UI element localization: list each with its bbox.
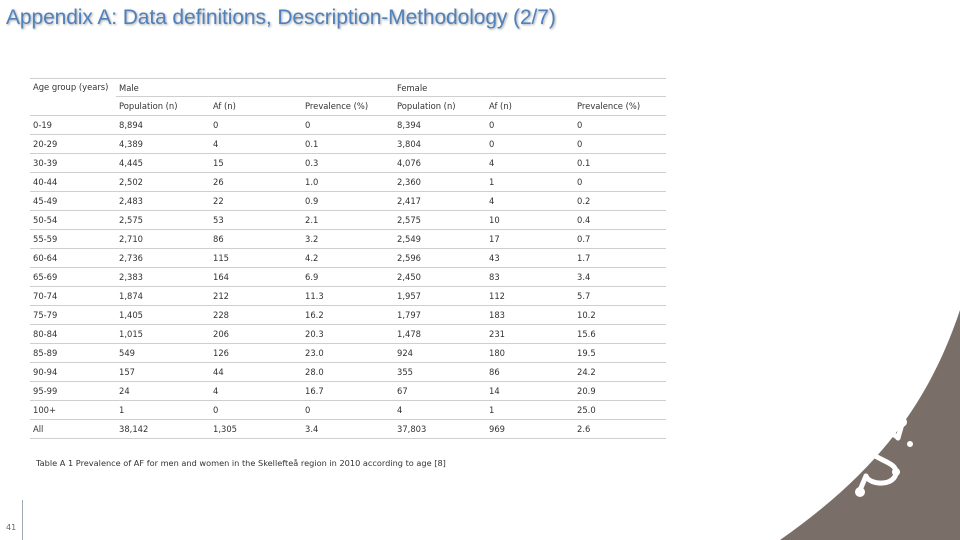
subheader-cell: Population (n) bbox=[116, 97, 210, 116]
slide-title: Appendix A: Data definitions, Description-Methodology (2/7) bbox=[6, 6, 556, 29]
male-header: Male bbox=[116, 79, 394, 97]
table-row bbox=[30, 420, 666, 439]
brand-corner-shape bbox=[720, 310, 960, 540]
value-cell: 549 bbox=[116, 344, 210, 363]
age-group-cell: 45-49 bbox=[30, 192, 116, 211]
subheader-cell: Af (n) bbox=[210, 97, 302, 116]
page-divider bbox=[22, 500, 23, 540]
table-row bbox=[30, 401, 666, 420]
age-group-header: Age group (years) bbox=[30, 79, 116, 116]
value-cell: 183 bbox=[486, 306, 574, 325]
value-cell: 44 bbox=[210, 363, 302, 382]
subheader-cell: Af (n) bbox=[486, 97, 574, 116]
value-cell: 1,797 bbox=[394, 306, 486, 325]
value-cell: 3.4 bbox=[574, 268, 666, 287]
value-cell: 164 bbox=[210, 268, 302, 287]
value-cell: 4,445 bbox=[116, 154, 210, 173]
value-cell: 0 bbox=[302, 116, 394, 135]
table-row bbox=[30, 135, 666, 154]
value-cell: 0.4 bbox=[574, 211, 666, 230]
value-cell: 3.4 bbox=[302, 420, 394, 439]
value-cell: 2,483 bbox=[116, 192, 210, 211]
table-subheader-row bbox=[30, 97, 666, 116]
table-row bbox=[30, 116, 666, 135]
age-group-cell: 30-39 bbox=[30, 154, 116, 173]
value-cell: 206 bbox=[210, 325, 302, 344]
value-cell: 0 bbox=[486, 135, 574, 154]
table-header-row bbox=[30, 79, 666, 97]
female-header: Female bbox=[394, 79, 666, 97]
value-cell: 0.7 bbox=[574, 230, 666, 249]
value-cell: 228 bbox=[210, 306, 302, 325]
value-cell: 24.2 bbox=[574, 363, 666, 382]
value-cell: 11.3 bbox=[302, 287, 394, 306]
age-group-cell: 40-44 bbox=[30, 173, 116, 192]
table-row bbox=[30, 173, 666, 192]
value-cell: 1.7 bbox=[574, 249, 666, 268]
value-cell: 2,549 bbox=[394, 230, 486, 249]
value-cell: 126 bbox=[210, 344, 302, 363]
value-cell: 4 bbox=[394, 401, 486, 420]
value-cell: 83 bbox=[486, 268, 574, 287]
value-cell: 2,383 bbox=[116, 268, 210, 287]
value-cell: 2,596 bbox=[394, 249, 486, 268]
table-row bbox=[30, 363, 666, 382]
age-group-cell: 85-89 bbox=[30, 344, 116, 363]
value-cell: 4,389 bbox=[116, 135, 210, 154]
age-group-cell: All bbox=[30, 420, 116, 439]
value-cell: 1,405 bbox=[116, 306, 210, 325]
value-cell: 15.6 bbox=[574, 325, 666, 344]
value-cell: 25.0 bbox=[574, 401, 666, 420]
value-cell: 23.0 bbox=[302, 344, 394, 363]
value-cell: 8,394 bbox=[394, 116, 486, 135]
value-cell: 212 bbox=[210, 287, 302, 306]
value-cell: 4,076 bbox=[394, 154, 486, 173]
value-cell: 43 bbox=[486, 249, 574, 268]
table-row bbox=[30, 249, 666, 268]
table-row bbox=[30, 325, 666, 344]
table-row bbox=[30, 230, 666, 249]
value-cell: 10.2 bbox=[574, 306, 666, 325]
value-cell: 3,804 bbox=[394, 135, 486, 154]
table-body bbox=[30, 79, 666, 439]
age-group-cell: 100+ bbox=[30, 401, 116, 420]
age-group-cell: 0-19 bbox=[30, 116, 116, 135]
table-row bbox=[30, 154, 666, 173]
subheader-cell: Prevalence (%) bbox=[302, 97, 394, 116]
subheader-cell: Prevalence (%) bbox=[574, 97, 666, 116]
value-cell: 5.7 bbox=[574, 287, 666, 306]
table-row bbox=[30, 287, 666, 306]
value-cell: 2,450 bbox=[394, 268, 486, 287]
value-cell: 2,736 bbox=[116, 249, 210, 268]
age-group-cell: 90-94 bbox=[30, 363, 116, 382]
age-group-cell: 55-59 bbox=[30, 230, 116, 249]
value-cell: 1 bbox=[116, 401, 210, 420]
value-cell: 0 bbox=[210, 401, 302, 420]
value-cell: 0 bbox=[486, 116, 574, 135]
value-cell: 969 bbox=[486, 420, 574, 439]
value-cell: 1 bbox=[486, 173, 574, 192]
age-group-cell: 50-54 bbox=[30, 211, 116, 230]
value-cell: 115 bbox=[210, 249, 302, 268]
value-cell: 112 bbox=[486, 287, 574, 306]
value-cell: 1,478 bbox=[394, 325, 486, 344]
value-cell: 0.3 bbox=[302, 154, 394, 173]
value-cell: 0.1 bbox=[574, 154, 666, 173]
value-cell: 4.2 bbox=[302, 249, 394, 268]
value-cell: 2,417 bbox=[394, 192, 486, 211]
value-cell: 1,957 bbox=[394, 287, 486, 306]
value-cell: 67 bbox=[394, 382, 486, 401]
value-cell: 28.0 bbox=[302, 363, 394, 382]
value-cell: 1,305 bbox=[210, 420, 302, 439]
table-row bbox=[30, 306, 666, 325]
age-group-cell: 70-74 bbox=[30, 287, 116, 306]
table-row bbox=[30, 344, 666, 363]
value-cell: 0 bbox=[302, 401, 394, 420]
table-caption: Table A 1 Prevalence of AF for men and women in the Skellefteå region in 2010 according to age [8] bbox=[36, 458, 446, 468]
value-cell: 1,874 bbox=[116, 287, 210, 306]
value-cell: 53 bbox=[210, 211, 302, 230]
value-cell: 20.9 bbox=[574, 382, 666, 401]
value-cell: 180 bbox=[486, 344, 574, 363]
value-cell: 4 bbox=[486, 192, 574, 211]
age-group-cell: 75-79 bbox=[30, 306, 116, 325]
value-cell: 4 bbox=[210, 382, 302, 401]
value-cell: 0 bbox=[574, 173, 666, 192]
value-cell: 24 bbox=[116, 382, 210, 401]
value-cell: 8,894 bbox=[116, 116, 210, 135]
age-group-cell: 95-99 bbox=[30, 382, 116, 401]
value-cell: 14 bbox=[486, 382, 574, 401]
value-cell: 22 bbox=[210, 192, 302, 211]
age-group-cell: 60-64 bbox=[30, 249, 116, 268]
value-cell: 6.9 bbox=[302, 268, 394, 287]
table-row bbox=[30, 192, 666, 211]
value-cell: 16.2 bbox=[302, 306, 394, 325]
value-cell: 1,015 bbox=[116, 325, 210, 344]
value-cell: 2,502 bbox=[116, 173, 210, 192]
value-cell: 0.1 bbox=[302, 135, 394, 154]
prevalence-table bbox=[30, 78, 666, 439]
value-cell: 2,575 bbox=[116, 211, 210, 230]
table-row bbox=[30, 268, 666, 287]
value-cell: 0.2 bbox=[574, 192, 666, 211]
value-cell: 37,803 bbox=[394, 420, 486, 439]
value-cell: 2.6 bbox=[574, 420, 666, 439]
value-cell: 86 bbox=[486, 363, 574, 382]
value-cell: 2,710 bbox=[116, 230, 210, 249]
value-cell: 19.5 bbox=[574, 344, 666, 363]
value-cell: 0 bbox=[210, 116, 302, 135]
value-cell: 2.1 bbox=[302, 211, 394, 230]
value-cell: 10 bbox=[486, 211, 574, 230]
value-cell: 924 bbox=[394, 344, 486, 363]
value-cell: 86 bbox=[210, 230, 302, 249]
age-group-cell: 65-69 bbox=[30, 268, 116, 287]
value-cell: 157 bbox=[116, 363, 210, 382]
subheader-cell: Population (n) bbox=[394, 97, 486, 116]
value-cell: 3.2 bbox=[302, 230, 394, 249]
value-cell: 1 bbox=[486, 401, 574, 420]
value-cell: 231 bbox=[486, 325, 574, 344]
value-cell: 0.9 bbox=[302, 192, 394, 211]
value-cell: 355 bbox=[394, 363, 486, 382]
value-cell: 26 bbox=[210, 173, 302, 192]
value-cell: 20.3 bbox=[302, 325, 394, 344]
value-cell: 4 bbox=[210, 135, 302, 154]
age-group-cell: 80-84 bbox=[30, 325, 116, 344]
value-cell: 4 bbox=[486, 154, 574, 173]
value-cell: 0 bbox=[574, 116, 666, 135]
brand-corner-fill bbox=[780, 310, 960, 540]
value-cell: 1.0 bbox=[302, 173, 394, 192]
value-cell: 38,142 bbox=[116, 420, 210, 439]
value-cell: 2,360 bbox=[394, 173, 486, 192]
value-cell: 16.7 bbox=[302, 382, 394, 401]
value-cell: 0 bbox=[574, 135, 666, 154]
value-cell: 17 bbox=[486, 230, 574, 249]
table-row bbox=[30, 382, 666, 401]
page-number: 41 bbox=[6, 523, 17, 532]
age-group-cell: 20-29 bbox=[30, 135, 116, 154]
table-row bbox=[30, 211, 666, 230]
value-cell: 2,575 bbox=[394, 211, 486, 230]
value-cell: 15 bbox=[210, 154, 302, 173]
